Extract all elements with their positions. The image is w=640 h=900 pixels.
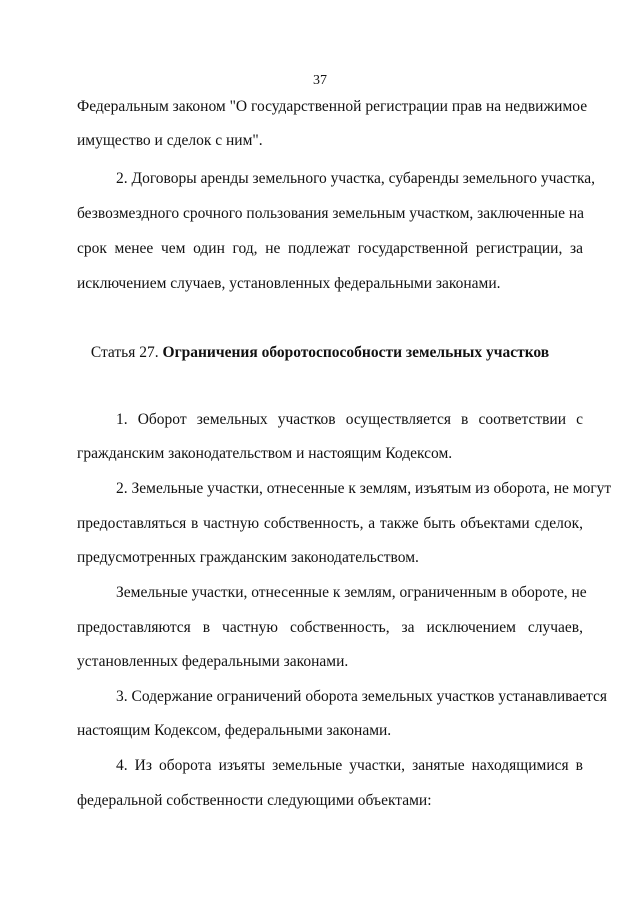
text-line: предоставляются в частную собственность, за исключением случаев,	[77, 619, 583, 636]
paragraph-line: Земельные участки, отнесенные к землям, ограниченным в обороте, не	[116, 584, 587, 601]
article-title: Ограничения оборотоспособности земельных участков	[162, 344, 550, 361]
text-line: Федеральным законом "О государственной регистрации прав на недвижимое	[77, 98, 588, 115]
text-line: федеральной собственности следующими объектами:	[77, 792, 432, 809]
text-line: настоящим Кодексом, федеральными законами.	[77, 722, 392, 739]
text-line: срок менее чем один год, не подлежат государственной регистрации, за	[77, 240, 583, 257]
paragraph-line: 3. Содержание ограничений оборота земельных участков устанавливается	[116, 688, 607, 705]
page-number: 37	[313, 73, 327, 88]
text-line: гражданским законодательством и настоящим Кодексом.	[77, 445, 453, 462]
text-line: установленных федеральными законами.	[77, 653, 349, 670]
paragraph-line: 2. Договоры аренды земельного участка, субаренды земельного участка,	[116, 170, 596, 187]
article-prefix: Статья 27.	[90, 344, 159, 361]
text-line: исключением случаев, установленных федеральными законами.	[77, 275, 501, 292]
article-heading	[0, 343, 640, 363]
paragraph-line: 4. Из оборота изъяты земельные участки, занятые находящимися в	[116, 757, 583, 774]
text-line: имущество и сделок с ним".	[77, 132, 263, 149]
text-line: безвозмездного срочного пользования земельным участком, заключенные на	[77, 205, 585, 222]
paragraph-line: 2. Земельные участки, отнесенные к землям, изъятым из оборота, не могут	[116, 480, 612, 497]
paragraph-line: 1. Оборот земельных участков осуществляется в соответствии с	[116, 411, 583, 428]
text-line: предусмотренных гражданским законодательством.	[77, 549, 419, 566]
text-line: предоставляться в частную собственность, а также быть объектами сделок,	[77, 515, 583, 532]
